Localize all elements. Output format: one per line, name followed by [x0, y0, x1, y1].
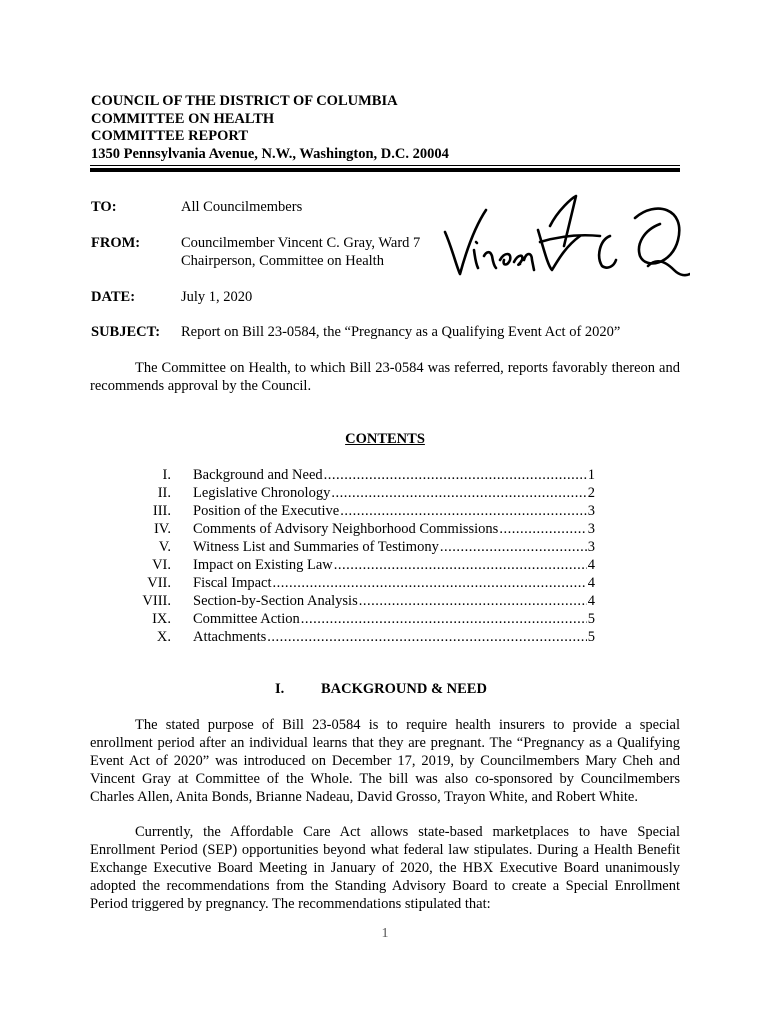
header-rule-thick — [90, 168, 680, 172]
toc-page: 2 — [587, 485, 595, 501]
toc-item[interactable] — [135, 556, 595, 574]
subject-value: Report on Bill 23-0584, the “Pregnancy as a Qualifying Event Act of 2020” — [181, 324, 621, 340]
toc-page: 3 — [587, 503, 595, 519]
section-number: I. — [275, 681, 285, 697]
toc-number: VIII. — [142, 593, 171, 609]
toc-title: Fiscal Impact — [193, 575, 272, 591]
toc-number: III. — [152, 503, 171, 519]
from-name: Councilmember Vincent C. Gray, Ward 7 — [181, 235, 421, 251]
intro-paragraph — [90, 359, 680, 395]
letterhead — [91, 93, 449, 163]
toc-item[interactable] — [135, 610, 595, 628]
toc-page: 1 — [587, 467, 595, 483]
toc-page: 4 — [587, 593, 595, 609]
intro-text: The Committee on Health, to which Bill 23-0584 was referred, reports favorably thereon and recommends approval by the Council. — [90, 360, 680, 394]
toc-number: VI. — [152, 557, 171, 573]
header-rule-thin — [90, 165, 680, 166]
paragraph-text: Currently, the Affordable Care Act allows state-based marketplaces to have Special Enrollment Period (SEP) opportunities beyond what federal law stipulates. During a Health Benefit Exchange Executive Board Meeting in January of 2020, the HBX Executive Board unanimously adopted the recommendations from the Standing Advisory Board to create a Special Enrollment Period triggered by pregnancy. The recommendations stipulated that: — [90, 824, 680, 912]
to-label: TO: — [91, 199, 117, 215]
letterhead-committee: COMMITTEE ON HEALTH — [91, 110, 275, 127]
toc-title: Witness List and Summaries of Testimony — [193, 539, 439, 555]
page-number: 1 — [381, 926, 389, 941]
toc-item[interactable] — [135, 538, 595, 556]
background-paragraph-2 — [90, 823, 680, 913]
background-paragraph-1 — [90, 716, 680, 806]
toc-leader — [301, 610, 587, 628]
toc-leader — [334, 556, 587, 574]
toc-page: 3 — [587, 521, 595, 537]
toc-item[interactable] — [135, 520, 595, 538]
toc-item[interactable] — [135, 628, 595, 646]
toc-title: Position of the Executive — [193, 503, 340, 519]
toc-number: II. — [157, 485, 171, 501]
from-title: Chairperson, Committee on Health — [181, 253, 384, 269]
toc-leader — [324, 466, 587, 484]
letterhead-report: COMMITTEE REPORT — [91, 128, 248, 144]
toc-leader — [340, 502, 587, 520]
paragraph-text: The stated purpose of Bill 23-0584 is to require health insurers to provide a special enrollment period after an individual learns that they are pregnant. The “Pregnancy as a Qualifying Event Act of 2020” was introduced on December 17, 2019, by Councilmembers Mary Cheh and Vincent Gray at Committee of the Whole. The bill was also co-sponsored by Councilmembers Charles Allen, Anita Bonds, Brianne Nadeau, David Grosso, Trayon White, and Robert White. — [90, 717, 680, 805]
letterhead-address: 1350 Pennsylvania Avenue, N.W., Washington, D.C. 20004 — [91, 145, 449, 162]
toc-number: IX. — [152, 611, 171, 627]
toc-leader — [359, 592, 587, 610]
toc-title: Section-by-Section Analysis — [193, 593, 358, 609]
toc-title: Committee Action — [193, 611, 300, 627]
toc-number: VII. — [147, 575, 171, 591]
toc-title: Attachments — [193, 629, 267, 645]
toc-title: Impact on Existing Law — [193, 557, 333, 573]
from-label: FROM: — [91, 235, 141, 251]
toc-number: V. — [158, 539, 171, 555]
toc-title: Comments of Advisory Neighborhood Commissions — [193, 521, 499, 537]
toc-page: 4 — [587, 557, 595, 573]
toc-item[interactable] — [135, 466, 595, 484]
toc-page: 5 — [587, 629, 595, 645]
toc-title: Legislative Chronology — [193, 485, 331, 501]
toc-item[interactable] — [135, 484, 595, 502]
to-value: All Councilmembers — [181, 199, 303, 215]
toc-number: I. — [162, 467, 171, 483]
section-title: BACKGROUND & NEED — [321, 681, 487, 697]
date-value: July 1, 2020 — [181, 289, 253, 305]
toc-page: 5 — [587, 611, 595, 627]
toc-number: IV. — [153, 521, 171, 537]
subject-label: SUBJECT: — [91, 324, 161, 340]
toc-item[interactable] — [135, 592, 595, 610]
toc-title: Background and Need — [193, 467, 323, 483]
toc-page: 4 — [587, 575, 595, 591]
toc-leader — [440, 538, 587, 556]
date-label: DATE: — [91, 289, 136, 305]
toc-number: X. — [156, 629, 171, 645]
signature-image — [440, 190, 690, 290]
table-of-contents — [135, 466, 595, 646]
letterhead-council: COUNCIL OF THE DISTRICT OF COLUMBIA — [91, 93, 398, 109]
toc-item[interactable] — [135, 502, 595, 520]
toc-item[interactable] — [135, 574, 595, 592]
toc-leader — [331, 484, 586, 502]
toc-leader — [499, 520, 586, 538]
contents-title: CONTENTS — [345, 431, 425, 447]
toc-leader — [273, 574, 587, 592]
toc-leader — [267, 628, 586, 646]
toc-page: 3 — [587, 539, 595, 555]
